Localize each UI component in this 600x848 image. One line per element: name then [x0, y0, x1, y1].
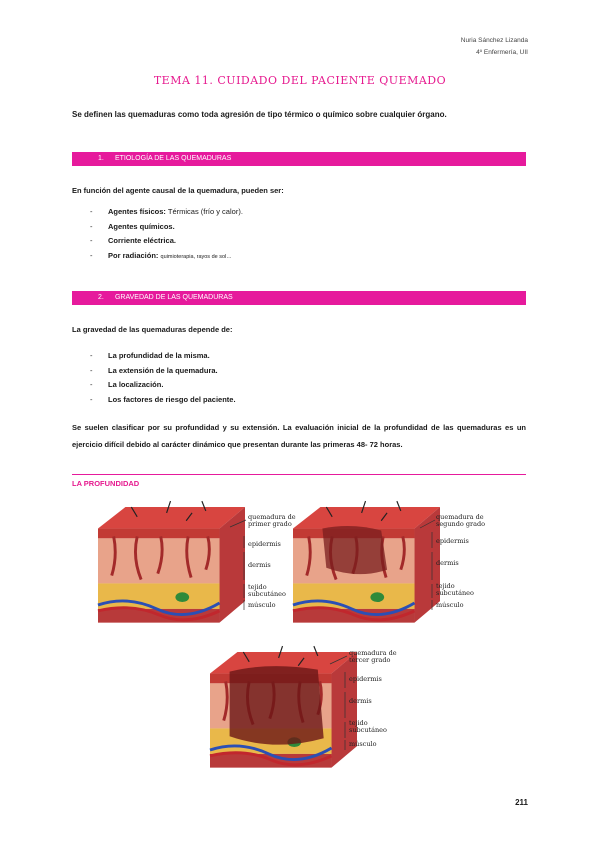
- header-author: Nuria Sánchez Lizanda: [460, 37, 528, 44]
- label-dermis-1: dermis: [248, 561, 271, 569]
- list-item: - La profundidad de la misma.: [90, 351, 210, 360]
- section-2-lead: La gravedad de las quemaduras depende de:: [72, 325, 233, 334]
- first-degree-block: [98, 501, 245, 623]
- list-item: - La extensión de la quemadura.: [90, 365, 218, 375]
- header-course: 4º Enfermería, UII: [476, 49, 528, 56]
- label-epidermis-3: epidermis: [349, 675, 382, 683]
- list-item: - Agentes químicos.: [90, 221, 175, 231]
- list-item: - La localización.: [90, 380, 164, 389]
- label-second-degree: quemadura de segundo grado: [436, 513, 486, 528]
- page-title: TEMA 11. CUIDADO DEL PACIENTE QUEMADO: [153, 74, 447, 87]
- section-1-number: 1.: [98, 155, 104, 162]
- label-epidermis-1: epidermis: [248, 540, 281, 548]
- section-1-lead: En función del agente causal de la quemadura, pueden ser:: [72, 186, 284, 195]
- label-dermis-3: dermis: [349, 697, 372, 705]
- label-muscle-2: músculo: [436, 601, 464, 609]
- label-muscle-1: músculo: [248, 601, 276, 609]
- list-item: - Por radiación: quimioterapia, rayos de sol…: [90, 250, 232, 260]
- list-item: - Los factores de riesgo del paciente.: [90, 394, 236, 404]
- list-item: - Corriente eléctrica.: [90, 236, 176, 245]
- label-muscle-3: músculo: [349, 740, 377, 748]
- label-third-degree: quemadura de tercer grado: [349, 649, 397, 664]
- intro-text: Se definen las quemaduras como toda agresión de tipo térmico o químico sobre cualquier órgano.: [72, 110, 447, 119]
- section-1-heading: ETIOLOGÍA DE LAS QUEMADURAS: [114, 155, 232, 162]
- label-dermis-2: dermis: [436, 559, 459, 567]
- third-degree-block: [210, 646, 357, 768]
- label-subcutaneous-2: tejido subcutáneo: [436, 582, 474, 597]
- label-first-degree: quemadura de primer grado: [248, 513, 296, 528]
- label-subcutaneous-3: tejido subcutáneo: [349, 719, 387, 734]
- page-number: 211: [515, 798, 528, 807]
- subheading-profundidad: LA PROFUNDIDAD: [72, 479, 140, 488]
- label-epidermis-2: epidermis: [436, 537, 469, 545]
- section-2-heading: GRAVEDAD DE LAS QUEMADURAS: [114, 294, 233, 301]
- section-2-paragraph: Se suelen clasificar por su profundidad y su extensión. La evaluación inicial de la profundidad de las quemaduras es un ejercicio difícil debido al carácter dinámico que presentan durante las primeras 48- 72 horas.: [72, 423, 526, 449]
- label-subcutaneous-1: tejido subcutáneo: [248, 583, 286, 598]
- section-2-number: 2.: [98, 294, 104, 301]
- list-item: - Agentes físicos: Térmicas (frío y calor).: [90, 207, 243, 216]
- second-degree-block: [293, 501, 440, 623]
